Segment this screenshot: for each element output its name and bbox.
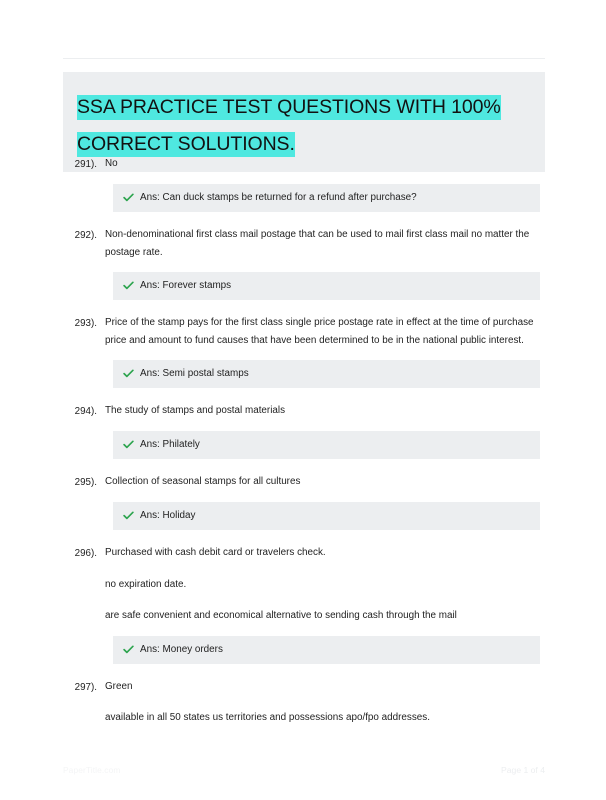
question-row — [0, 544, 606, 625]
question-body — [105, 678, 606, 727]
question-body — [105, 226, 606, 261]
question-body — [105, 155, 606, 173]
question-paragraph: are safe convenient and economical alternative to sending cash through the mail — [105, 610, 457, 621]
answer-text: Ans: Semi postal stamps — [140, 368, 249, 379]
question-paragraph: Price of the stamp pays for the first class single price postage rate in effect at the time of purchase price and amount to fund causes that have been determined to be in the national public interest. — [105, 317, 534, 346]
question-paragraph: no expiration date. — [105, 578, 187, 590]
qa-item — [0, 544, 606, 664]
question-paragraph: The study of stamps and postal materials — [105, 405, 286, 416]
question-number: 294). — [74, 406, 97, 417]
answer-strip — [113, 502, 540, 530]
question-number: 293). — [74, 318, 97, 329]
answer-text: Ans: Forever stamps — [140, 280, 232, 291]
answer-strip — [113, 431, 540, 459]
question-body — [105, 544, 606, 625]
qa-item — [0, 226, 606, 300]
check-icon — [123, 510, 134, 521]
footer-watermark: PaperTitle.com — [63, 765, 121, 775]
footer-page-number: Page 1 of 4 — [501, 765, 545, 775]
answer-strip — [113, 360, 540, 388]
question-number: 292). — [74, 230, 97, 241]
question-number: 291). — [74, 159, 97, 170]
answer-strip — [113, 272, 540, 300]
answer-text: Ans: Can duck stamps be returned for a refund after purchase? — [140, 192, 417, 203]
question-paragraph: Non-denominational first class mail postage that can be used to mail first class mail no matter the postage rate. — [105, 229, 530, 258]
header-divider — [63, 58, 545, 59]
question-number: 296). — [74, 548, 97, 559]
question-answer-list — [0, 155, 606, 741]
page-title: SSA PRACTICE TEST QUESTIONS WITH 100% CORRECT SOLUTIONS. — [77, 96, 501, 155]
question-row — [0, 473, 606, 491]
qa-item — [0, 314, 606, 388]
question-body — [105, 473, 606, 491]
qa-item — [0, 473, 606, 530]
answer-text: Ans: Philately — [140, 439, 200, 450]
qa-item — [0, 402, 606, 459]
question-row — [0, 678, 606, 727]
question-paragraph: available in all 50 states us territories and possessions apo/fpo addresses. — [105, 712, 430, 723]
question-row — [0, 314, 606, 349]
question-number: 295). — [74, 477, 97, 488]
answer-strip — [113, 636, 540, 664]
question-row — [0, 226, 606, 261]
qa-item — [0, 678, 606, 727]
question-row — [0, 402, 606, 420]
question-number: 297). — [74, 681, 97, 693]
answer-text: Ans: Money orders — [140, 643, 223, 655]
answer-text: Ans: Holiday — [140, 510, 196, 521]
question-body — [105, 314, 606, 349]
page-footer — [63, 765, 545, 775]
question-paragraph: Purchased with cash debit card or travelers check. — [105, 547, 326, 558]
qa-item — [0, 155, 606, 212]
question-paragraph: No — [105, 158, 118, 169]
question-paragraph: Green — [105, 680, 133, 692]
check-icon — [123, 368, 134, 379]
answer-strip — [113, 184, 540, 212]
check-icon — [123, 192, 134, 203]
check-icon — [123, 644, 134, 655]
check-icon — [123, 280, 134, 291]
question-body — [105, 402, 606, 420]
question-paragraph: Collection of seasonal stamps for all cultures — [105, 476, 301, 487]
question-row — [0, 155, 606, 173]
check-icon — [123, 439, 134, 450]
